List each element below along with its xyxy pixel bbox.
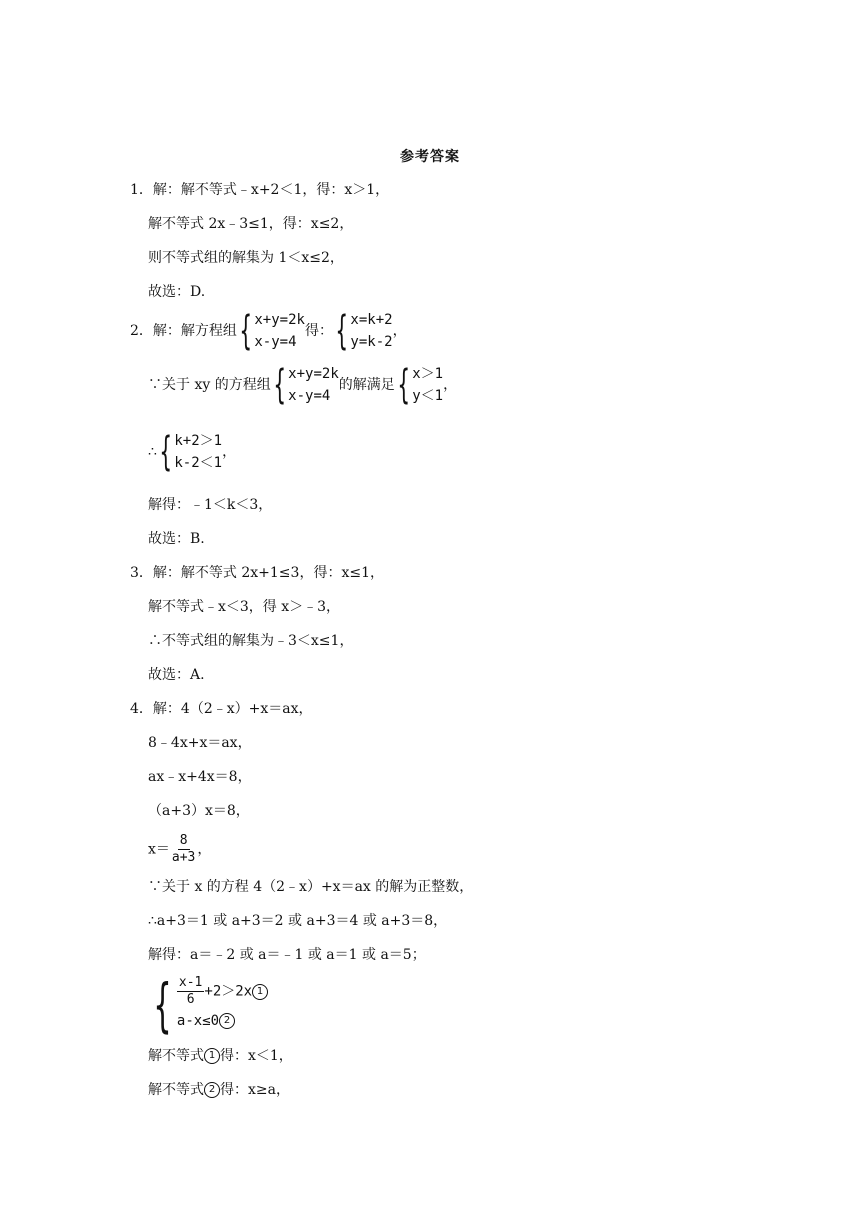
brace-icon: { bbox=[273, 362, 286, 408]
q4-text-10b: 得：x≥a， bbox=[220, 1082, 290, 1098]
circled-number-icon: 1 bbox=[252, 984, 268, 1000]
q1-number: 1． bbox=[130, 182, 153, 198]
q4-line-1 bbox=[130, 699, 313, 719]
q2-text-4: ∵关于 xy 的方程组 bbox=[148, 377, 271, 393]
brace-icon: { bbox=[397, 362, 410, 408]
equation-system-b bbox=[333, 309, 393, 353]
q3-line-4: 故选：A. bbox=[148, 667, 205, 683]
brace-icon: { bbox=[239, 308, 253, 354]
q2-line-4: 解得：﹣1＜k＜3， bbox=[148, 497, 273, 513]
q2-text-1: 解：解方程组 bbox=[152, 323, 237, 339]
system-eq: k+2＞1 bbox=[174, 433, 223, 449]
q4-line-4: （a+3）x＝8， bbox=[148, 803, 250, 819]
q1-text-1: 解：解不等式﹣x+2＜1，得：x＞1， bbox=[152, 182, 390, 198]
system-eq: x-y=4 bbox=[288, 388, 331, 404]
system-eq: y＜1 bbox=[412, 388, 444, 404]
q3-line-2: 解不等式﹣x＜3，得 x＞﹣3， bbox=[148, 599, 341, 615]
q4-line-6: ∵关于 x 的方程 4（2﹣x）+x＝ax 的解为正整数， bbox=[148, 879, 474, 895]
system-eq: +2＞2x bbox=[204, 983, 253, 1000]
q4-text-9a: 解不等式 bbox=[148, 1048, 204, 1064]
q2-text-5: 的解满足 bbox=[338, 377, 395, 393]
q3-line-1 bbox=[130, 563, 384, 583]
equation-system-c bbox=[271, 363, 339, 407]
q2-text-6: ， bbox=[443, 377, 458, 393]
brace-icon: { bbox=[335, 308, 349, 354]
q2-text-7: ， bbox=[222, 444, 237, 460]
q2-text-3: ， bbox=[392, 323, 407, 339]
q4-line-3: ax﹣x+4x＝8， bbox=[148, 769, 252, 785]
system-eq: a-x≤0 bbox=[176, 1013, 220, 1029]
circled-number-icon: 2 bbox=[219, 1013, 235, 1029]
brace-icon: { bbox=[153, 970, 172, 1039]
q4-inequality-system bbox=[148, 970, 268, 1039]
circled-number-icon: 1 bbox=[204, 1048, 220, 1064]
q4-line-10 bbox=[148, 1080, 290, 1100]
system-eq: y=k-2 bbox=[350, 334, 393, 350]
q1-line-4: 故选：D. bbox=[148, 284, 206, 300]
brace-icon: { bbox=[159, 429, 173, 475]
therefore-symbol: ∴ bbox=[148, 444, 157, 460]
q3-line-3: ∴不等式组的解集为﹣3＜x≤1， bbox=[148, 633, 354, 649]
q4-text-9b: 得：x＜1， bbox=[220, 1048, 293, 1064]
system-eq: x+y=2k bbox=[288, 366, 339, 382]
q4-text-10a: 解不等式 bbox=[148, 1082, 204, 1098]
q2-line-3 bbox=[148, 430, 236, 474]
circled-number-icon: 2 bbox=[204, 1082, 220, 1098]
q1-line-3: 则不等式组的解集为 1＜x≤2， bbox=[148, 250, 344, 266]
system-row-1 bbox=[177, 975, 268, 1008]
q1-line-1 bbox=[130, 180, 389, 200]
system-eq: x+y=2k bbox=[254, 312, 305, 328]
page-title: 参考答案 bbox=[400, 149, 460, 165]
q4-line-8: 解得：a＝﹣2 或 a＝﹣1 或 a＝1 或 a＝5； bbox=[148, 947, 426, 963]
fraction-denominator: a+3 bbox=[171, 850, 196, 865]
system-row-2 bbox=[177, 1008, 268, 1034]
equation-system-a bbox=[237, 309, 305, 353]
fraction-denominator: 6 bbox=[186, 992, 195, 1007]
q2-line-1 bbox=[130, 309, 407, 353]
q3-number: 3． bbox=[130, 565, 153, 581]
fraction bbox=[170, 833, 197, 866]
system-eq: x＞1 bbox=[412, 366, 444, 382]
q4-text-5b: ， bbox=[197, 841, 212, 858]
inequality-system-d bbox=[157, 430, 222, 474]
q4-text-5a: x＝ bbox=[148, 841, 170, 858]
system-eq: x-y=4 bbox=[254, 334, 297, 350]
fraction-numerator: x-1 bbox=[178, 975, 203, 990]
system-eq: x=k+2 bbox=[350, 312, 393, 328]
q4-text-1: 解：4（2﹣x）+x＝ax， bbox=[152, 701, 313, 717]
q4-line-2: 8﹣4x+x＝ax， bbox=[148, 735, 252, 751]
fraction bbox=[177, 975, 204, 1008]
fraction-numerator: 8 bbox=[179, 833, 188, 848]
q3-text-1: 解：解不等式 2x+1≤3，得：x≤1， bbox=[152, 565, 384, 581]
q4-line-5 bbox=[148, 833, 211, 866]
q2-line-2 bbox=[148, 363, 457, 407]
system-eq: k-2＜1 bbox=[174, 455, 223, 471]
q4-number: 4． bbox=[130, 701, 153, 717]
q2-line-5: 故选：B. bbox=[148, 531, 205, 547]
inequality-system-e bbox=[148, 970, 268, 1039]
q1-line-2: 解不等式 2x﹣3≤1，得：x≤2， bbox=[148, 216, 354, 232]
inequality-system-c bbox=[395, 363, 443, 407]
q2-text-2: 得： bbox=[304, 323, 333, 339]
q4-line-7: ∴a+3＝1 或 a+3＝2 或 a+3＝4 或 a+3＝8， bbox=[148, 913, 448, 929]
q4-line-9 bbox=[148, 1046, 293, 1066]
q2-number: 2． bbox=[130, 323, 153, 339]
